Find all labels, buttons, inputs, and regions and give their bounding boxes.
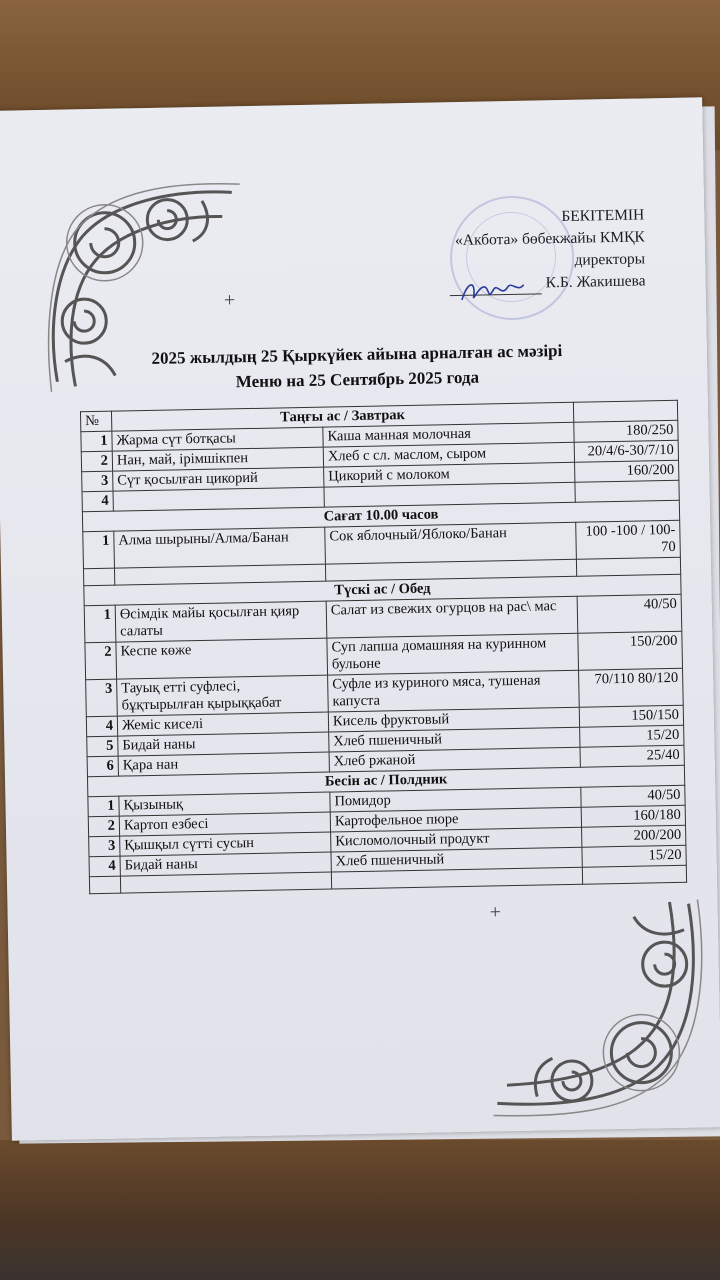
dish-russian: Цикорий с молоком bbox=[324, 462, 575, 487]
dish-russian: Хлеб с сл. маслом, сыром bbox=[323, 442, 574, 467]
blank-cell bbox=[331, 867, 582, 889]
row-number: 1 bbox=[84, 605, 116, 643]
dish-russian: Каша манная молочная bbox=[323, 422, 574, 447]
row-number: 3 bbox=[82, 471, 113, 492]
dish-kazakh: Қызынық bbox=[119, 792, 330, 816]
portion: 15/20 bbox=[580, 725, 684, 747]
row-number: 4 bbox=[86, 716, 117, 737]
menu-table bbox=[80, 400, 687, 894]
blank-cell bbox=[83, 568, 114, 586]
plus-mark-bottom: + bbox=[489, 901, 502, 924]
dish-kazakh: Жеміс киселі bbox=[117, 712, 328, 736]
portion: 150/200 bbox=[578, 631, 683, 670]
dish-russian: Суп лапша домашняя на куринном бульоне bbox=[327, 633, 579, 675]
approval-organization: «Акбота» бөбекжайы КМҚК bbox=[454, 228, 645, 250]
dish-russian: Помидор bbox=[330, 787, 581, 812]
row-number: 3 bbox=[86, 679, 118, 717]
row-number: 6 bbox=[87, 756, 118, 777]
blank-cell bbox=[573, 400, 677, 422]
approval-title: БЕКІТЕМІН bbox=[561, 206, 645, 226]
row-number: 3 bbox=[89, 836, 120, 857]
menu-document bbox=[0, 97, 720, 1140]
plus-mark-top: + bbox=[223, 289, 236, 312]
row-number: 1 bbox=[83, 531, 115, 569]
title-kazakh: 2025 жылдың 25 Қыркүйек айына арналған ас мәзірі bbox=[151, 341, 563, 368]
dish-kazakh: Өсімдік майы қосылған қияр салаты bbox=[115, 601, 327, 642]
dish-kazakh: Бидай наны bbox=[120, 852, 331, 876]
number-column-header: № bbox=[80, 411, 111, 432]
portion: 40/50 bbox=[581, 785, 685, 807]
portion: 25/40 bbox=[580, 745, 684, 767]
document-title bbox=[77, 337, 638, 398]
blank-cell bbox=[120, 872, 331, 893]
afternoon-section-title: Бесін ас / Полдник bbox=[87, 765, 684, 796]
snack-section-title: Сағат 10.00 часов bbox=[82, 500, 679, 531]
row-number: 5 bbox=[87, 736, 118, 757]
lunch-section-title: Түскі ас / Обед bbox=[84, 574, 681, 605]
portion: 180/250 bbox=[574, 420, 678, 442]
row-number: 1 bbox=[81, 431, 112, 452]
blank-cell bbox=[576, 557, 680, 576]
dish-russian: Хлеб пшеничный bbox=[331, 847, 582, 872]
portion: 160/200 bbox=[575, 460, 679, 482]
portion: 40/50 bbox=[577, 594, 682, 633]
portion: 15/20 bbox=[582, 845, 686, 867]
dish-russian: Сок яблочный/Яблоко/Банан bbox=[325, 522, 577, 564]
portion: 100 -100 / 100-70 bbox=[576, 520, 681, 559]
dish-russian: Кисломолочный продукт bbox=[331, 827, 582, 852]
breakfast-section-title: Таңғы ас / Завтрак bbox=[111, 402, 573, 431]
dish-russian: Кисель фруктовый bbox=[328, 707, 579, 732]
approval-position: директоры bbox=[574, 250, 646, 269]
dish-kazakh: Қышқыл сүтті сусын bbox=[120, 832, 331, 856]
title-russian: Меню на 25 Сентябрь 2025 года bbox=[235, 367, 480, 392]
dish-kazakh: Алма шырыны/Алма/Банан bbox=[114, 527, 326, 568]
dish-kazakh: Картоп езбесі bbox=[119, 812, 330, 836]
dish-russian: Салат из свежих огурцов на рас\ мас bbox=[326, 596, 578, 638]
portion: 20/4/6-30/7/10 bbox=[574, 440, 678, 462]
dish-kazakh: Кеспе көже bbox=[116, 638, 328, 679]
dish-kazakh: Сүт қосылған цикорий bbox=[113, 467, 324, 491]
dish-russian: Хлеб пшеничный bbox=[329, 727, 580, 752]
blank-cell bbox=[89, 876, 120, 894]
portion: 200/200 bbox=[582, 825, 686, 847]
row-number: 2 bbox=[85, 642, 117, 680]
dish-russian: Суфле из куриного мяса, тушеная капуста bbox=[328, 670, 580, 712]
portion bbox=[575, 480, 679, 502]
row-number: 4 bbox=[89, 856, 120, 877]
dish-kazakh: Тауық етті суфлесі, бұқтырылған қырыққабат bbox=[117, 675, 329, 716]
dish-kazakh: Нан, май, ірімшікпен bbox=[112, 447, 323, 471]
row-number: 2 bbox=[88, 816, 119, 837]
dish-kazakh: Жарма сүт ботқасы bbox=[112, 427, 323, 451]
dish-russian: Хлеб ржаной bbox=[329, 747, 580, 772]
approval-name: К.Б. Жакишева bbox=[545, 272, 646, 292]
dish-kazakh: Қара нан bbox=[118, 752, 329, 776]
portion: 150/150 bbox=[579, 705, 683, 727]
portion: 160/180 bbox=[581, 805, 685, 827]
portion: 70/110 80/120 bbox=[579, 668, 684, 707]
handwritten-signature bbox=[457, 273, 528, 308]
row-number: 4 bbox=[82, 491, 113, 512]
blank-cell bbox=[582, 865, 686, 884]
row-number: 1 bbox=[88, 796, 119, 817]
desk-background-bottom bbox=[0, 1140, 720, 1280]
dish-kazakh: Бидай наны bbox=[118, 732, 329, 756]
row-number: 2 bbox=[81, 451, 112, 472]
corner-ornament-bottom-right bbox=[483, 893, 707, 1122]
dish-russian: Картофельное пюре bbox=[330, 807, 581, 832]
